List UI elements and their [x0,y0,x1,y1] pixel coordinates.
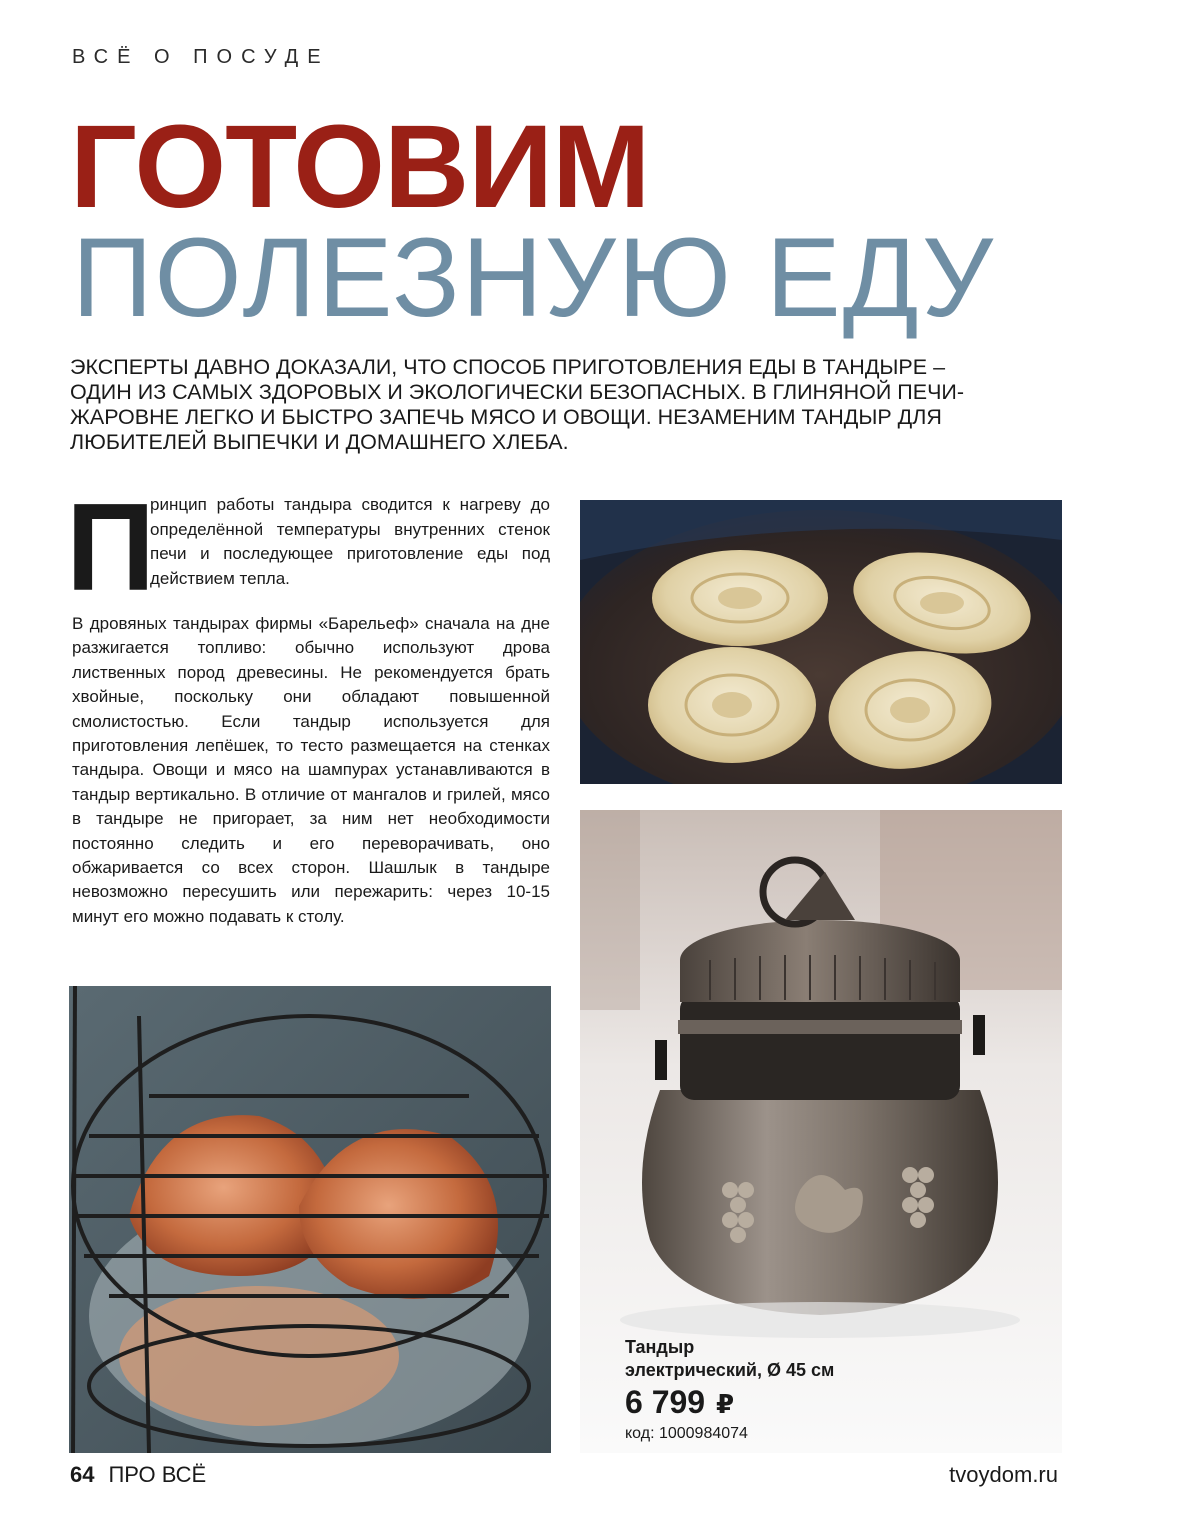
body-paragraph-1: ринцип работы тандыра сводится к нагреву до определённой температуры внутренних стенок печи и последующее приготовление еды под действием тепла. [150,495,550,588]
magazine-name: ПРО ВСЁ [108,1462,207,1487]
product-price [625,1384,955,1422]
currency-symbol: ₽ [715,1389,735,1419]
website-link[interactable]: tvoydom.ru [949,1462,1058,1487]
headline-line-2: ПОЛЕЗНУЮ ЕДУ [72,215,996,340]
product-info [625,1336,955,1444]
body-paragraph-2: В дровяных тандырах фирмы «Барельеф» сначала на дне разжигается топливо: обычно используют дрова лиственных пород древесины. Не рекомендуется брать хвойные, поскольку они обладают повышенной смолистостью. Если тандыр используется для приготовления лепёшек, то тесто размещается на стенках тандыра. Овощи и мясо на шампурах устанавливаются в тандыр вертикально. В отличие от мангалов и грилей, мясо в тандыре не пригорает, за ним нет необходимости постоянно следить и его переворачивать, оно обжаривается со всех сторон. Шашлык в тандыре невозможно пересушить или пережарить: через 10-15 минут его можно подавать к столу. [72,614,550,926]
product-name-line-2: электрический, Ø 45 см [625,1360,835,1380]
section-kicker: ВСЁ О ПОСУДЕ [72,46,330,68]
headline-line-1: ГОТОВИМ [70,101,650,233]
footer-left [70,1462,206,1488]
drop-cap: П [66,479,156,617]
product-name-line-1: Тандыр [625,1337,695,1357]
chicken-grill-photo [69,986,551,1453]
page-number: 64 [70,1462,95,1487]
product-code: код: 1000984074 [625,1425,748,1442]
price-value: 6 799 [625,1384,706,1420]
lead-paragraph: ЭКСПЕРТЫ ДАВНО ДОКАЗАЛИ, ЧТО СПОСОБ ПРИГОТОВЛЕНИЯ ЕДЫ В ТАНДЫРЕ – ОДИН ИЗ САМЫХ ЗДОРОВЫХ И ЭКОЛОГИЧЕСКИ БЕЗОПАСНЫХ. В ГЛИНЯНОЙ ПЕЧИ-ЖАРОВНЕ ЛЕГКО И БЫСТРО ЗАПЕЧЬ МЯСО И ОВОЩИ. НЕЗАМЕНИМ ТАНДЫР ДЛЯ ЛЮБИТЕЛЕЙ ВЫПЕЧКИ И ДОМАШНЕГО ХЛЕБА. [70,355,965,454]
flatbread-photo [580,500,1062,784]
